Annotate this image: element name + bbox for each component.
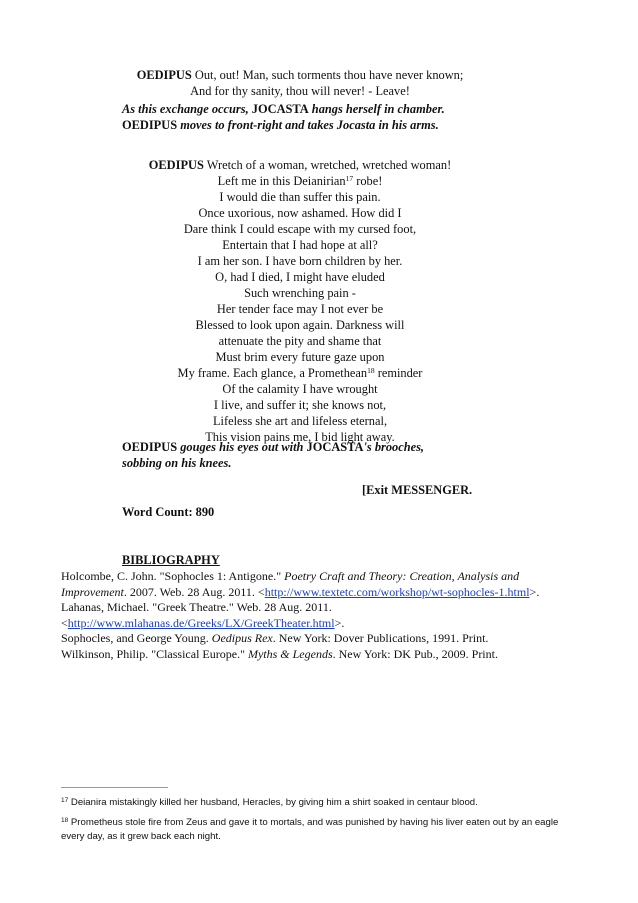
speech2-first-line: OEDIPUS Wretch of a woman, wretched, wretched woman! [148,158,452,172]
verse-line: Must brim every future gaze upon [215,350,385,364]
bibliography-link[interactable]: http://www.mlahanas.de/Greeks/LX/GreekTheater.html [67,615,335,630]
bibliography-entry: Wilkinson, Philip. "Classical Europe." Myths & Legends. New York: DK Pub., 2009. Print. [61,646,498,661]
stage-direction-2: OEDIPUS gouges his eyes out with JOCASTA's brooches, [122,440,425,454]
verse-line: I live, and suffer it; she knows not, [213,398,387,412]
footnote-ref-17[interactable]: 17 [345,174,354,183]
verse-line: Of the calamity I have wrought [222,382,378,396]
verse-line: Such wrenching pain - [244,286,356,300]
bibliography-entry: Sophocles, and George Young. Oedipus Rex. New York: Dover Publications, 1991. Print. [61,631,489,646]
footnote-separator [61,787,168,788]
verse-line: Dare think I could escape with my cursed foot, [183,222,417,236]
verse-line: Blessed to look upon again. Darkness will [195,318,405,332]
verse-line: O, had I died, I might have eluded [215,270,385,284]
speech2-line-deianirian: Left me in this Deianirian$^{17}$ robe! [217,174,383,188]
speech1-line1: OEDIPUS Out, out! Man, such torments thou have never known; [136,68,464,82]
exit-direction: [Exit MESSENGER. [362,483,473,497]
footnote-17: $^{17}$ Deianira mistakingly killed her husband, Heracles, by giving him a shirt soaked in centaur blood. [61,797,478,808]
speech2-speaker: OEDIPUS [148,158,204,172]
footnote-ref-18[interactable]: 18 [367,366,375,375]
bibliography-entry: Lahanas, Michael. "Greek Theatre." Web. 28 Aug. 2011. <http://www.mlahanas.de/Greeks/LX/GreekTheater.html>. [61,600,345,630]
word-count: Word Count: 890 [122,505,215,519]
bibliography-entry: Holcombe, C. John. "Sophocles 1: Antigone." Poetry Craft and Theory: Creation, Analysis and Improvement. 2007. Web. 28 Aug. 2011. <http://www.textetc.com/workshop/wt-sophocles-1.html>. [61,569,540,599]
bibliography-list [61,569,581,663]
verse-line: Entertain that I had hope at all? [222,238,378,252]
verse-line: attenuate the pity and shame that [218,334,382,348]
verse-line: Once uxorious, now ashamed. How did I [198,206,402,220]
verse-line: I would die than suffer this pain. [219,190,381,204]
verse-line: Her tender face may I not ever be [216,302,384,316]
footnote-18: $^{18}$ Prometheus stole fire from Zeus and gave it to mortals, and was punished by having his liver eaten out by an eagle every day, as it grew back each night. [61,817,559,842]
speech1-speaker: OEDIPUS [136,68,192,82]
speech1-line2: And for thy sanity, thou will never! - Leave! [190,84,410,98]
verse-line: This vision pains me, I bid light away. [205,430,395,444]
verse-line: I am her son. I have born children by her. [197,254,403,268]
bibliography-link[interactable]: http://www.textetc.com/workshop/wt-sophocles-1.html [264,584,530,599]
bibliography-heading: BIBLIOGRAPHY [122,553,220,567]
speech2-line-promethean: My frame. Each glance, a Promethean$^{18}$ reminder [177,366,423,380]
verse-line: Lifeless she art and lifeless eternal, [212,414,388,428]
stage-direction-1: As this exchange occurs, JOCASTA hangs herself in chamber. [122,102,445,116]
stage-direction-1b: OEDIPUS moves to front-right and takes Jocasta in his arms. [122,118,439,132]
stage-direction-2b: sobbing on his knees. [122,456,232,470]
